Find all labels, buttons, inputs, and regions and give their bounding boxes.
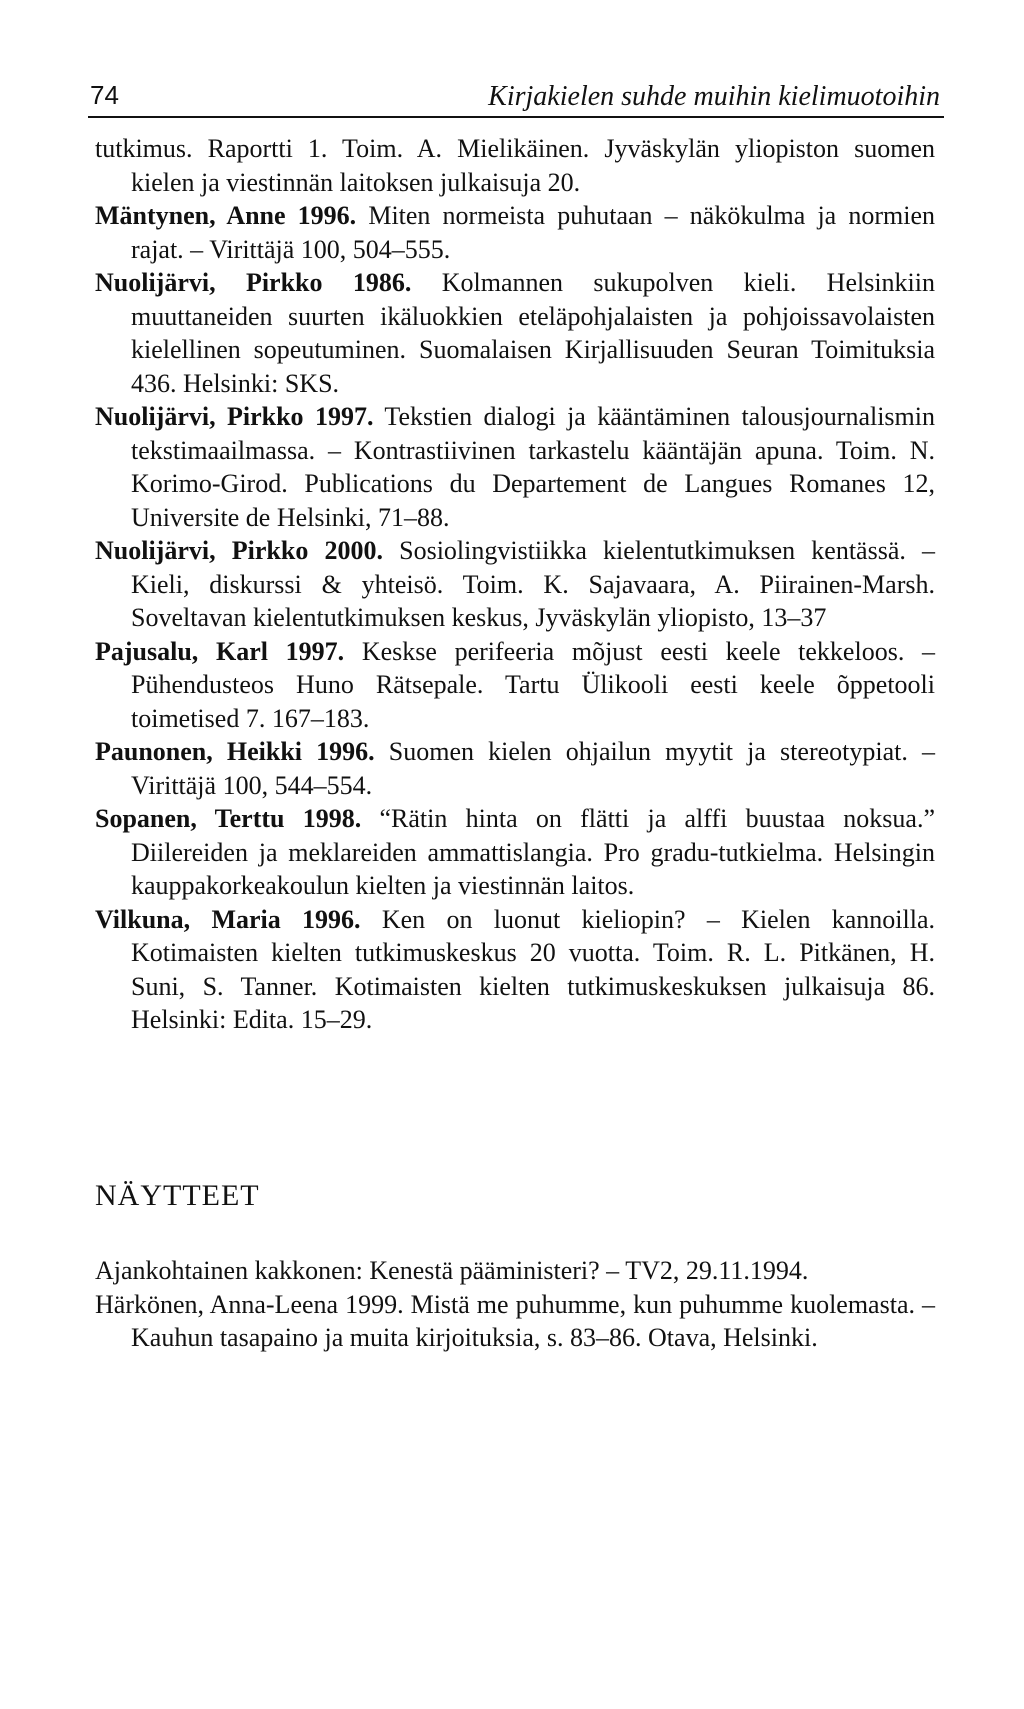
- reference-text: Keskse perifeeria mõjust eesti keele tekkeloos. – Pühendusteos Huno Rätsepale. Tartu Ülikooli eesti keele õppetooli toimetised 7. 167–183.: [131, 636, 935, 733]
- reference-author: Nuolijärvi, Pirkko 1997.: [95, 402, 374, 431]
- reference-entry: [95, 635, 935, 736]
- reference-text: tutkimus. Raportti 1. Toim. A. Mielikäinen. Jyväskylän yliopiston suomen kielen ja viestinnän laitoksen julkaisuja 20.: [95, 134, 935, 197]
- reference-entry: [95, 400, 935, 534]
- reference-author: Pajusalu, Karl 1997.: [95, 636, 345, 666]
- reference-entry: [95, 199, 935, 266]
- reference-text: Suomen kielen ohjailun myytit ja stereotypiat. – Virittäjä 100, 544–554.: [131, 737, 935, 800]
- reference-author: Mäntynen, Anne 1996.: [95, 201, 357, 230]
- sample-entry: Ajankohtainen kakkonen: Kenestä pääministeri? – TV2, 29.11.1994.: [95, 1256, 809, 1285]
- reference-author: Nuolijärvi, Pirkko 1986.: [95, 268, 412, 297]
- samples-list: [95, 1254, 935, 1355]
- reference-author: Sopanen, Terttu 1998.: [95, 804, 362, 833]
- running-title: Kirjakielen suhde muihin kielimuotoihin: [488, 81, 940, 112]
- reference-text: Sosiolingvistiikka kielentutkimuksen kentässä. – Kieli, diskurssi & yhteisö. Toim. K. Sajavaara, A. Piirainen-Marsh. Soveltavan kielentutkimuksen keskus, Jyväskylän yliopisto, 13–37: [131, 536, 936, 632]
- page-number: 74: [90, 80, 119, 110]
- reference-text: “Rätin hinta on flätti ja alffi buustaa noksua.” Diilereiden ja meklareiden ammattislangia. Pro gradu-tutkielma. Helsingin kauppakorkeakoulun kielten ja viestinnän laitos.: [131, 804, 935, 900]
- reference-entry: [95, 903, 935, 1037]
- reference-entry: [95, 735, 935, 802]
- reference-author: Vilkuna, Maria 1996.: [95, 904, 361, 934]
- samples-heading: NÄYTTEET: [95, 1179, 260, 1212]
- reference-text: Miten normeista puhutaan – näkökulma ja normien rajat. – Virittäjä 100, 504–555.: [131, 201, 935, 264]
- reference-author: Paunonen, Heikki 1996.: [95, 737, 375, 766]
- reference-entry: [95, 534, 935, 635]
- sample-entry: Härkönen, Anna-Leena 1999. Mistä me puhumme, kun puhumme kuolemasta. – Kauhun tasapaino ja muita kirjoituksia, s. 83–86. Otava, Helsinki.: [95, 1289, 935, 1352]
- reference-entry: [95, 802, 935, 903]
- page-header: [88, 72, 944, 118]
- reference-entry: [95, 266, 935, 400]
- reference-entry: [95, 132, 935, 199]
- reference-list: [95, 132, 935, 1037]
- reference-text: Ken on luonut kieliopin? – Kielen kannoilla. Kotimaisten kielten tutkimuskeskus 20 vuotta. Toim. R. L. Pitkänen, H. Suni, S. Tanner. Kotimaisten kielten tutkimuskeskuksen julkaisuja 86. Helsinki: Edita. 15–29.: [131, 904, 935, 1034]
- reference-text: Kolmannen sukupolven kieli. Helsinkiin muuttaneiden suurten ikäluokkien eteläpohjalaisten ja pohjoissavolaisten kielellinen sopeutuminen. Suomalaisen Kirjallisuuden Seuran Toimituksia 436. Helsinki: SKS.: [131, 268, 935, 398]
- reference-text: Tekstien dialogi ja kääntäminen talousjournalismin tekstimaailmassa. – Kontrastiivinen tarkastelu kääntäjän apuna. Toim. N. Korimo-Girod. Publications du Departement de Langues Romanes 12, Universite de Helsinki, 71–88.: [131, 402, 935, 532]
- reference-author: Nuolijärvi, Pirkko 2000.: [95, 536, 383, 565]
